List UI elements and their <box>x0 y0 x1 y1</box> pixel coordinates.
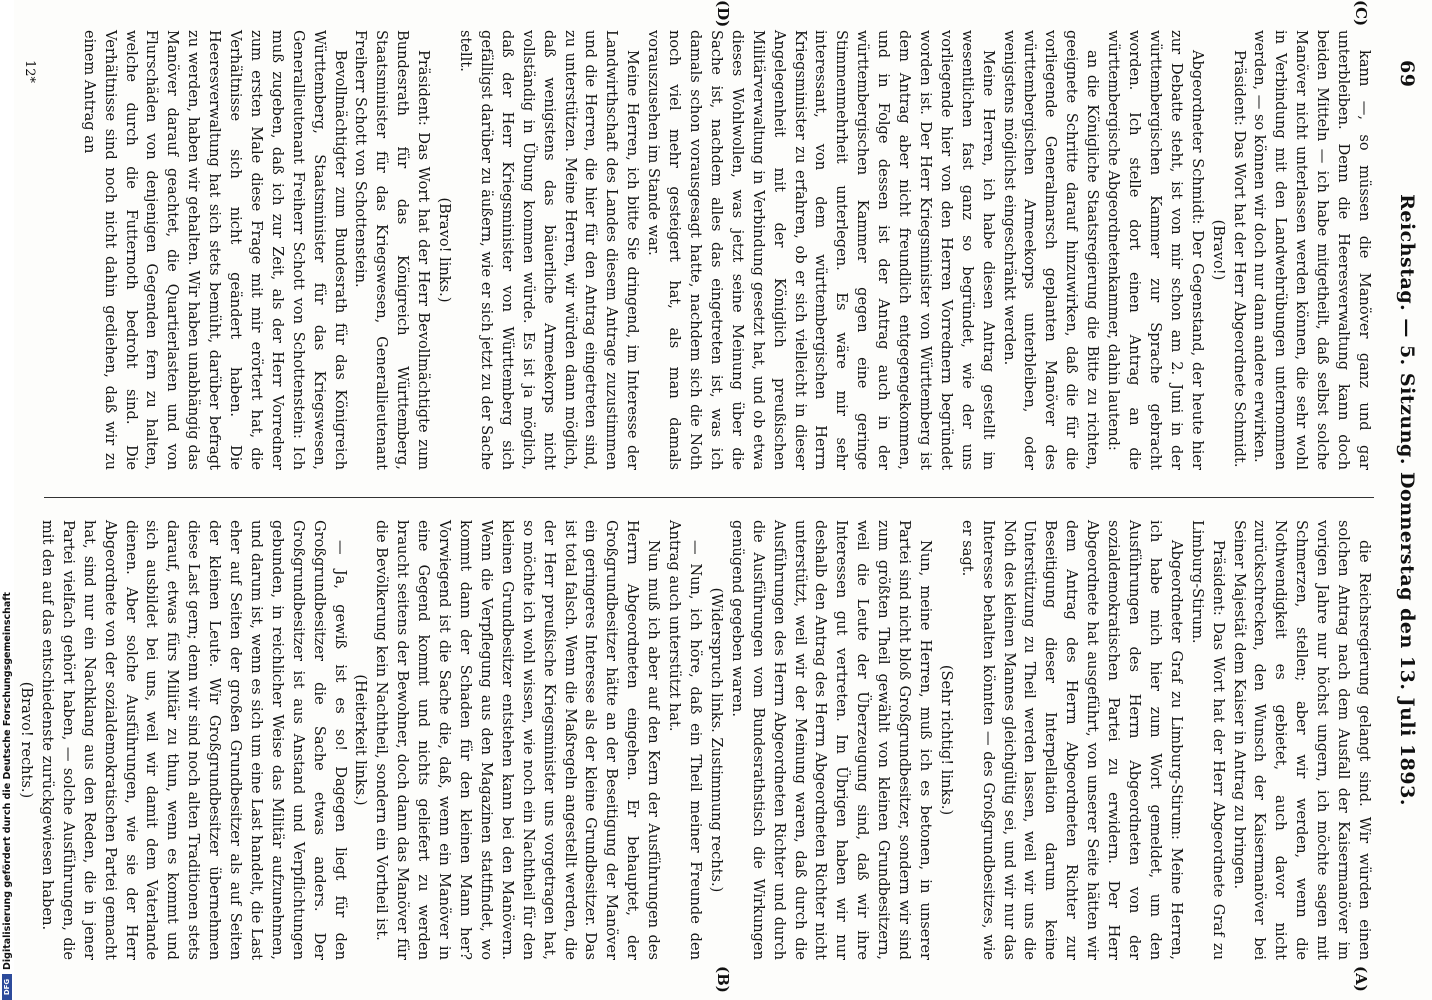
paragraph: Präsident: Das Wort hat der Herr Bevollmächtigte zum Bundesrath für das Königreich Württemberg, Staatsminister für das Kriegswesen, Generallieutenant Freiherr Schott von Schottenstein. <box>352 30 433 470</box>
paragraph: Abgeordneter Schmidt: Der Gegenstand, der heute hier zur Debatte steht, ist von mir schon am 2. Juni in der württembergischen Kammer zur Sprache gebracht worden. Ich stelle dort einen Antrag an die württembergische Abgeordnetenkammer, dahin lautend: <box>1105 30 1206 470</box>
margin-marker-b: (B) <box>714 966 732 993</box>
interjection: (Sehr richtig! links.) <box>937 664 955 816</box>
running-head: Reichstag. — 5. Sitzung. Donnerstag den 13. Juli 1893. <box>1396 194 1418 806</box>
interjection: (Widerspruch links. Zustimmung rechts.) <box>707 587 725 893</box>
margin-marker-d: (D) <box>714 0 732 28</box>
credit-band <box>0 0 14 1000</box>
credit-text: Digitalisierung gefördert durch die Deutsche Forschungsgemeinschaft <box>1 592 13 970</box>
page-header <box>1372 0 1432 1000</box>
quoted-motion: an die Königliche Staatsregierung die Bitte zu richten, geeignete Schritte darauf hinzuwirken, daß die für die vorliegende Generalmarsch geplanten Manöver des württembergischen Armeekorps unterbleiben, oder wenigstens möglichst eingeschränkt werden. <box>1000 30 1102 470</box>
interjection: (Heiterkeit links.) <box>352 674 370 806</box>
interjection: (Bravo!) <box>1209 219 1227 281</box>
paragraph: Präsident: Das Wort hat der Herr Abgeordnete Graf zu Limburg-Stirum. <box>1188 520 1227 960</box>
credit-line <box>0 10 14 1000</box>
paragraph: Präsident: Das Wort hat der Herr Abgeordnete Schmidt. <box>1230 50 1248 468</box>
paragraph: kann —, so müssen die Manöver ganz und gar unterbleiben. Denn die Heeresverwaltung kann doch beiden Mitteln — ich habe mitgetheilt, daß selbst solche Manöver nicht unterlassen werden können, die sehr wohl in Verbindung mit den Landwehrübungen unternommen werden, — so können wir doch nur dann andere erwirken. <box>1251 30 1373 470</box>
paragraph: — Ja, gewiß ist es so! Dagegen liegt für den Großgrundbesitzer die Sache etwas anders. Der Großgrundbesitzer ist aus Anstand und Verpflichtungen gebunden, in reichlicher Weise das Militär aufzunehmen, und darum ist, wenn es sich um eine Last handelt, die Last eher auf Seiten der großen Grundbesitzer als auf Seiten der kleinen Leute. Wir Großgrundbesitzer übernehmen diese Last gern; denn wir sind noch alten Traditionen stets darauf, etwas fürs Militär zu thun, wenn es kommt und sich ausbildet bei uns, weil wir damit dem Vaterlande dienen. Aber solche Ausführungen, wie sie der Herr Abgeordnete von der sozialdemokratischen Partei gemacht hat, sind nur ein Nachklang aus den Reden, die in jener Partei vielfach gehört haben, — solche Ausführungen, die mit den auf das entschiedenste zurückgewiesen haben. <box>38 520 349 960</box>
margin-marker-c: (C) <box>1352 0 1370 27</box>
paragraph: Nun muß ich aber auf den Kern der Ausführungen des Herrn Abgeordneten eingehen. Er behauptet, der Großgrundbesitzer hätte an der Beseitigung der Manöver ein geringeres Interesse als der kleine Grundbesitzer. Das ist total falsch. Wenn die Maßregeln angestellt werden, die der Herr preußische Kriegsminister uns vorgetragen hat, so möchte ich wohl wissen, wie noch ein Nachtheil für den kleinen Grundbesitzer entstehen kann bei den Manövern. Wenn die Verpflegung aus den Magazinen stattfindet, wo kommt dann der Schaden für den kleinen Mann her? Vorwiegend ist die Sache die, daß, wenn ein Manöver in eine Gegend kommt und nichts geliefert zu werden braucht seitens der Bewohner, doch dann das Manöver für die Bevölkerung kein Nachtheil, sondern ein Vortheil ist. <box>373 520 663 960</box>
page-number: 69 <box>1396 60 1418 88</box>
margin-marker-a: (A) <box>1352 966 1370 992</box>
paragraph: Bevollmächtigter zum Bundesrath für das Königreich Württemberg, Staatsminister für das Kriegswesen, Generallieutenant Freiherr Schott von Schottenstein: Ich muß zugeben, daß ich zur Zeit, als der Herr Vorredner zum ersten Male diese Frage mit mir erörtert hat, die Verhältnisse sich nicht geändert haben. Die Heeresverwaltung hat sich stets bemüht, darüber befragt zu werden, haben wir gehalten. Wir haben unabhängig das Manöver darauf geachtet, die Quartierlasten und von Flurschäden von denjenigen Gegenden fern zu halten, welche durch die Futternoth bedroht sind. Die Verhältnisse sind noch nicht dahin gediehen, daß wir zu einem Antrag an <box>80 30 349 470</box>
column-left <box>0 520 1374 960</box>
paragraph: — Nun, ich höre, daß ein Theil meiner Freunde den Antrag auch unterstützt hat. <box>666 520 704 960</box>
interjection: (Bravo! rechts.) <box>18 681 35 799</box>
paragraph: Meine Herren, ich habe diesen Antrag gestellt im wesentlichen fast ganz so begründet, wie der uns vorliegende hier von den Herren Vorrednern begründet worden ist. Der Herr Kriegsminister von Württemberg ist dem Antrag aber nicht freundlich entgegengekommen, und in Folge dessen ist der Antrag auch in der württembergischen Kammer gegen eine geringe Stimmenmehrheit unterlegen. Es wäre mir sehr interessant, von dem württembergischen Herrn Kriegsminister zu erfahren, ob er sich vielleicht in dieser Angelegenheit mit der Königlich preußischen Militärverwaltung in Verbindung gesetzt hat, und ob etwa dieses Wohlwollen, was jetzt seine Meinung über die Sache ist, nachdem alles das eingetreten ist, was ich damals schon vorausgesagt hatte, nachdem sich die Noth noch viel mehr gesteigert hat, als man damals vorauszusehen im Stande war. <box>645 30 997 470</box>
interjection: (Bravo! links.) <box>436 197 454 303</box>
column-right <box>78 30 1374 470</box>
paragraph: Meine Herren, ich bitte Sie dringend, im Interesse der Landwirthschaft des Landes diesem Antrage zuzustimmen und die Herren, die hier für den Antrag eingetreten sind, zu unterstützen. Meine Herren, wir würden dann möglich, daß wenigstens das bäuerliche Armeekorps nicht vollständig in Übung kommen würde. Es ist ja möglich, daß der Herr Kriegsminister von Württemberg sich gefälligst darüber zu äußern, wie er sich jetzt zu der Sache stellt. <box>457 30 642 470</box>
paragraph: Nun, meine Herren, muß ich es betonen, in unserer Partei sind nicht bloß Großgrundbesitzer, sondern wir sind zum größten Theil gewählt von kleinen Grundbesitzern, weil die Leute der Überzeugung sind, daß wir ihre Interessen gut vertreten. Im Übrigen haben wir nur deshalb den Antrag des Herrn Abgeordneten Richter nicht unterstützt, weil wir der Meinung waren, daß durch die Ausführungen des Herrn Abgeordneten Richter und durch die Ausführungen vom Bundesrathstisch die Wirkungen genügend gegeben waren. <box>728 520 934 960</box>
paragraph: die Reichsregierung gelangt sind. Wir würden einen solchen Antrag nach dem Ausfall der Kaisermanöver im vorigen Jahre nur höchst ungern, ich möchte sagen mit Schmerzen, stellen; aber wir werden, wenn die Nothwendigkeit es gebietet, auch davor nicht zurückschrecken, den Wunsch der Kaisermanöver bei Seiner Majestät dem Kaiser in Antrag zu bringen. <box>1230 520 1373 960</box>
signature-mark: 12* <box>22 60 37 84</box>
paragraph: Abgeordneter Graf zu Limburg-Stirum: Meine Herren, ich habe mich hier zum Wort gemeldet, um den Ausführungen des Herrn Abgeordneten von der sozialdemokratischen Partei zu erwidern. Der Herr Abgeordnete hat ausgeführt, von unserer Seite hätten wir dem Antrag des Herrn Abgeordneten Richter zur Beseitigung dieser Interpellation darum keine Unterstützung zu Theil werden lassen, weil wir uns die Noth des kleinen Mannes gleichgültig sei, und wir nur das Interesse behalten könnten — des Großgrundbesitzes, wie er sagt. <box>958 520 1185 960</box>
column-divider <box>44 497 1374 498</box>
dfg-logo: DFG <box>2 974 12 1000</box>
